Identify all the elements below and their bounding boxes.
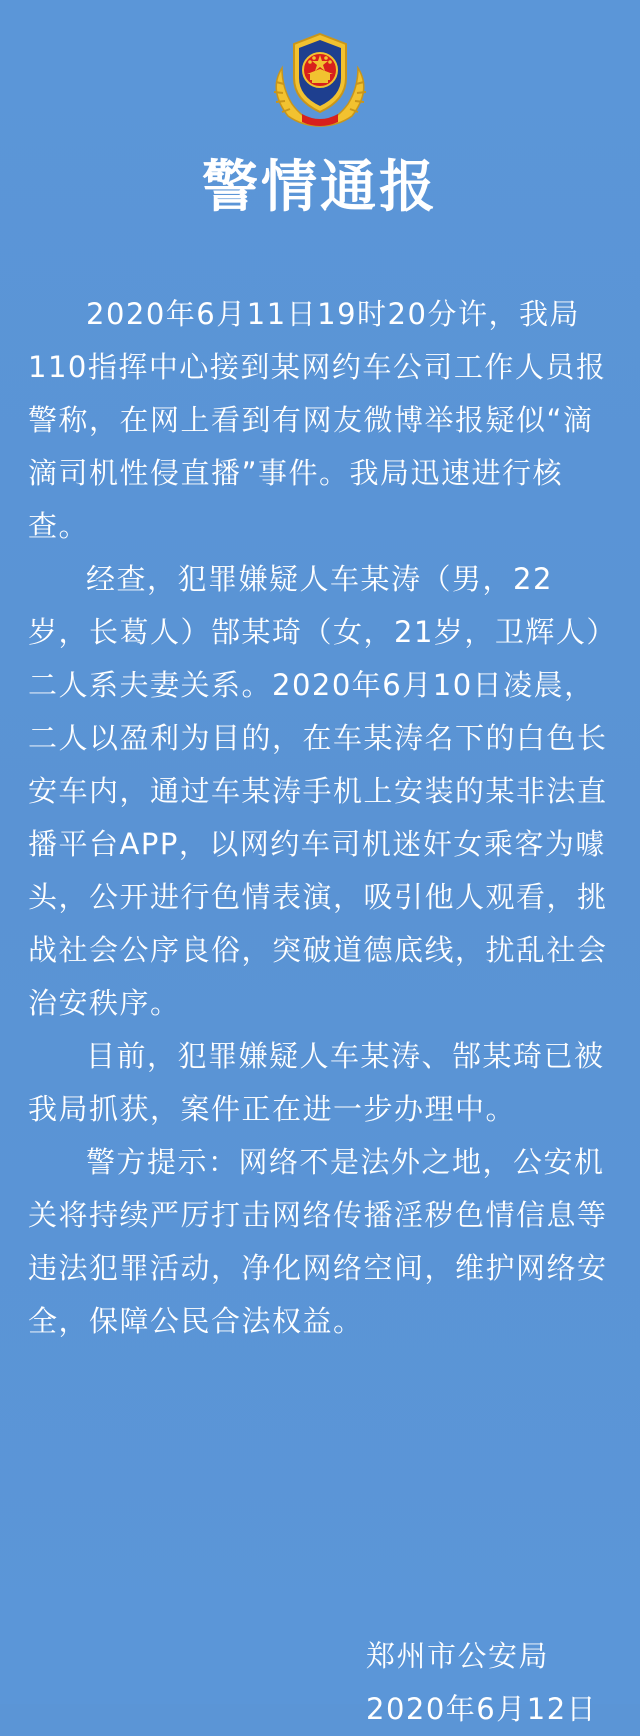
paragraph-1: 2020年6月11日19时20分许，我局110指挥中心接到某网约车公司工作人员报警称，在网上看到有网友微博举报疑似“滴滴司机性侵直播”事件。我局迅速进行核查。 xyxy=(28,297,607,543)
paragraph-3: 目前，犯罪嫌疑人车某涛、郜某琦已被我局抓获，案件正在进一步办理中。 xyxy=(28,1039,605,1126)
paragraph-4: 警方提示：网络不是法外之地，公安机关将持续严厉打击网络传播淫秽色情信息等违法犯罪活动，净化网络空间，维护网络安全，保障公民合法权益。 xyxy=(28,1145,608,1338)
notice-date: 2020年6月12日 xyxy=(366,1692,598,1726)
notice-title: 警情通报 xyxy=(202,155,438,220)
police-emblem-icon xyxy=(262,28,378,132)
paragraph-2: 经查，犯罪嫌疑人车某涛（男，22岁，长葛人）郜某琦（女，21岁，卫辉人）二人系夫妻关系。2020年6月10日凌晨，二人以盈利为目的，在车某涛名下的白色长安车内，通过车某涛手机上安装的某非法直播平台APP，以网约车司机迷奸女乘客为噱头，公开进行色情表演，吸引他人观看，挑战社会公序良俗，突破道德底线，扰乱社会治安秩序。 xyxy=(28,562,608,1020)
signature: 郑州市公安局 xyxy=(366,1639,550,1673)
notice-body xyxy=(28,288,612,1348)
